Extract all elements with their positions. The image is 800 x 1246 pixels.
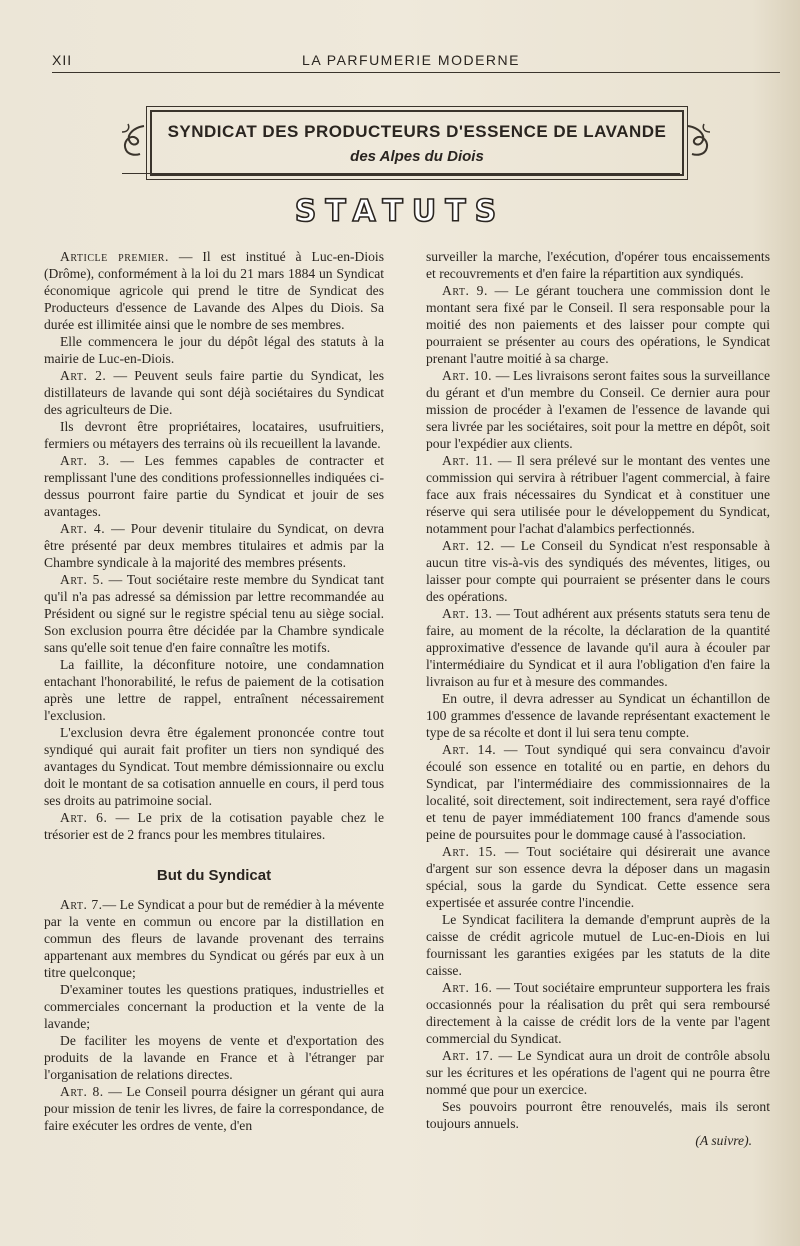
page-number: XII: [52, 52, 73, 68]
continued-note: (A suivre).: [695, 1133, 752, 1148]
paragraph-text: — Il est institué à Luc-en-Diois (Drôme), conformément à la loi du 21 mars 1884 un Syndicat économique agricole qui prend le titre de Syndicat des Producteurs d'essence de Lavande des Alpes du Diois. Sa durée est illimitée ainsi que le nombre de ses membres.: [44, 249, 384, 332]
paragraph-text: — Le Syndicat aura un droit de contrôle absolu sur les écritures et les opérations de l'agent qui ne pourra être nommé que pour un exercice.: [426, 1048, 770, 1097]
paragraph: [426, 605, 770, 690]
paragraph: [426, 452, 770, 537]
article-label: Art. 3.: [60, 453, 110, 468]
paragraph: [426, 843, 770, 911]
paragraph-text: — Les livraisons seront faites sous la surveillance du gérant et d'un membre du Conseil. Ce dernier aura pour mission de procéder à l'examen de l'essence de lavande qui sera livrée par les sociétaires, soit pour la mettre en dépôt, soit pour l'expédier aux clients.: [426, 368, 770, 451]
paragraph: [44, 333, 384, 367]
article-label: Art. 7.: [60, 897, 103, 912]
paragraph-text: Elle commencera le jour du dépôt légal des statuts à la mairie de Luc-en-Diois.: [44, 334, 384, 366]
paragraph: [44, 1032, 384, 1083]
article-label: Art. 5.: [60, 572, 104, 587]
paragraph-text: — Le Conseil du Syndicat n'est responsable à aucun titre vis-à-vis des syndiqués des méventes, litiges, ou laisser pour compte qui pourraient se présenter dans le cours des opérations.: [426, 538, 770, 604]
paragraph: [44, 981, 384, 1032]
paragraph-text: — Le Syndicat a pour but de remédier à la mévente par la vente en commun ou encore par la distillation en commun des fleurs de lavande provenant des terrains appartenant aux membres du Syndicat ou gérés par eux à un titre quelconque;: [44, 897, 384, 980]
paragraph-text: — Les femmes capables de contracter et remplissant l'une des conditions professionnelles indiquées ci-dessus pourront faire partie du Syndicat et jouir de ses avantages.: [44, 453, 384, 519]
paragraph-text: De faciliter les moyens de vente et d'exportation des produits de la lavande en France et à l'étranger par l'organisation de relations directes.: [44, 1033, 384, 1082]
article-label: Art. 9.: [442, 283, 488, 298]
paragraph: [44, 656, 384, 724]
title-box: [150, 110, 684, 176]
article-label: Art. 15.: [442, 844, 497, 859]
paragraph: [426, 741, 770, 843]
header-rule: [52, 72, 780, 73]
paragraph: [426, 1098, 770, 1132]
paragraph-text: — Tout sociétaire emprunteur supportera les frais occasionnés pour la réalisation du prêt qui sera remboursé directement à la caisse de crédit lors de la vente par l'agent commercial du Syndicat.: [426, 980, 770, 1046]
article-label: Art. 4.: [60, 521, 106, 536]
article-label: Art. 12.: [442, 538, 495, 553]
paragraph: [44, 452, 384, 520]
article-label: Art. 14.: [442, 742, 497, 757]
statuts-heading: STATUTS: [294, 194, 506, 229]
paragraph: [44, 896, 384, 981]
paragraph: [44, 248, 384, 333]
paragraph-text: — Tout adhérent aux présents statuts sera tenu de faire, au moment de la récolte, la déclaration de la quantité approximative d'essence de lavande qu'il aura à écouler par l'intermédiaire du Syndicat et il aura l'obligation d'en faire la livraison au fur et à mesure des commandes.: [426, 606, 770, 689]
paragraph-text: surveiller la marche, l'exécution, d'opérer tous encaissements et recouvrements et d'en faire la répartition aux syndiqués.: [426, 249, 770, 281]
paragraph: [44, 809, 384, 843]
paragraph-text: L'exclusion devra être également prononcée contre tout syndiqué qui aurait fait profiter un tiers non syndiqué des avantages du Syndicat. Tout membre démissionnaire ou exclu doit le montant de sa cotisation annuelle en cours, il perd tous ses droits au patrimoine social.: [44, 725, 384, 808]
paragraph-text: La faillite, la déconfiture notoire, une condamnation entachant l'honorabilité, le refus de paiement de la cotisation après une lettre de rappel, entraînent nécessairement l'exclusion.: [44, 657, 384, 723]
paragraph-text: — Tout sociétaire qui désirerait une avance d'argent sur son essence devra la déposer dans un magasin spécial, sous la garde du Syndicat. Cette essence sera expertisée et assurée contre l'incendie.: [426, 844, 770, 910]
paragraph: [426, 1047, 770, 1098]
paragraph-text: En outre, il devra adresser au Syndicat un échantillon de 100 grammes d'essence de lavande représentant exactement le type de sa récolte et dont il lui sera tenu compte.: [426, 691, 770, 740]
paragraph: [44, 1083, 384, 1134]
syndicate-subtitle: des Alpes du Diois: [350, 148, 484, 165]
article-label: Article premier.: [60, 249, 169, 264]
article-label: Art. 8.: [60, 1084, 104, 1099]
fleuron-right-icon: [682, 122, 714, 158]
paragraph-text: — Le Conseil pourra désigner un gérant qui aura pour mission de tenir les livres, de faire la correspondance, de faire exécuter les ordres de vente, d'en: [44, 1084, 384, 1133]
paragraph-text: — Tout sociétaire reste membre du Syndicat tant qu'il n'a pas adressé sa démission par lettre recommandée au Président ou signé sur le registre spécial tenu au siège social. Son exclusion pourra être décidée par la Chambre syndicale sans qu'elle soit tenue d'en faire connaître les motifs.: [44, 572, 384, 655]
right-column: [426, 248, 770, 1149]
paragraph: [426, 282, 770, 367]
paragraph-text: D'examiner toutes les questions pratiques, industrielles et commerciales concernant la production et la vente de la lavande;: [44, 982, 384, 1031]
paragraph-text: Le Syndicat facilitera la demande d'emprunt auprès de la caisse de crédit agricole mutuel de Luc-en-Diois en lui fournissant les garanties exigées par les statuts de la dite caisse.: [426, 912, 770, 978]
title-underline: [122, 173, 680, 174]
paragraph-text: Ses pouvoirs pourront être renouvelés, mais ils seront toujours annuels.: [426, 1099, 770, 1131]
syndicate-title: SYNDICAT DES PRODUCTEURS D'ESSENCE DE LAVANDE: [167, 122, 667, 141]
paragraph-text: Ils devront être propriétaires, locataires, usufruitiers, fermiers ou métayers des terrains où ils recueillent la lavande.: [44, 419, 384, 451]
paragraph: [44, 571, 384, 656]
paragraph: [426, 537, 770, 605]
fleuron-left-icon: [118, 122, 150, 158]
paragraph: [426, 911, 770, 979]
paragraph: [426, 367, 770, 452]
paragraph: [426, 690, 770, 741]
article-label: Art. 16.: [442, 980, 493, 995]
paragraph-text: — Le gérant touchera une commission dont le montant sera fixé par le Conseil. Il sera responsable pour la moitié des non paiements et des laisser pour compte qui pourraient se présenter au cours des opérations, le Syndicat prenant l'autre moitié à sa charge.: [426, 283, 770, 366]
paragraph: [426, 248, 770, 282]
left-column: [44, 248, 384, 1134]
paragraph: [44, 367, 384, 418]
paragraph-text: — Peuvent seuls faire partie du Syndicat, les distillateurs de lavande qui sont déjà sociétaires du Syndicat des agriculteurs de Die.: [44, 368, 384, 417]
paragraph-text: — Il sera prélevé sur le montant des ventes une commission qui servira à rétribuer l'agent commercial, à faire face aux frais nécessaires du Syndicat et à constituer une réserve qui sera utilisée pour le développement du Syndicat, notamment pour l'achat d'alambics perfectionnés.: [426, 453, 770, 536]
paragraph: [426, 979, 770, 1047]
paragraph-text: — Pour devenir titulaire du Syndicat, on devra être présenté par deux membres titulaires et admis par la Chambre syndicale à la majorité des membres présents.: [44, 521, 384, 570]
article-label: Art. 10.: [442, 368, 493, 383]
section-title: But du Syndicat: [156, 867, 272, 884]
paragraph: [44, 520, 384, 571]
article-label: Art. 2.: [60, 368, 107, 383]
article-label: Art. 17.: [442, 1048, 494, 1063]
paragraph-text: — Le prix de la cotisation payable chez le trésorier est de 2 francs pour les membres titulaires.: [44, 810, 384, 842]
article-label: Art. 13.: [442, 606, 493, 621]
page-header: [52, 52, 770, 72]
paragraph: [44, 418, 384, 452]
journal-title: LA PARFUMERIE MODERNE: [302, 52, 520, 68]
paragraph: [44, 724, 384, 809]
article-label: Art. 6.: [60, 810, 108, 825]
paragraph-text: — Tout syndiqué qui sera convaincu d'avoir écoulé son essence en totalité ou en partie, en dehors du Syndicat, par l'intermédiaire des commissionnaires de la localité, soit directement, soit indirectement, sera rayé d'office et tenu de payer immédiatement 100 francs d'amende sous peine de poursuites pour le dommage causé à l'association.: [426, 742, 770, 842]
article-label: Art. 11.: [442, 453, 493, 468]
